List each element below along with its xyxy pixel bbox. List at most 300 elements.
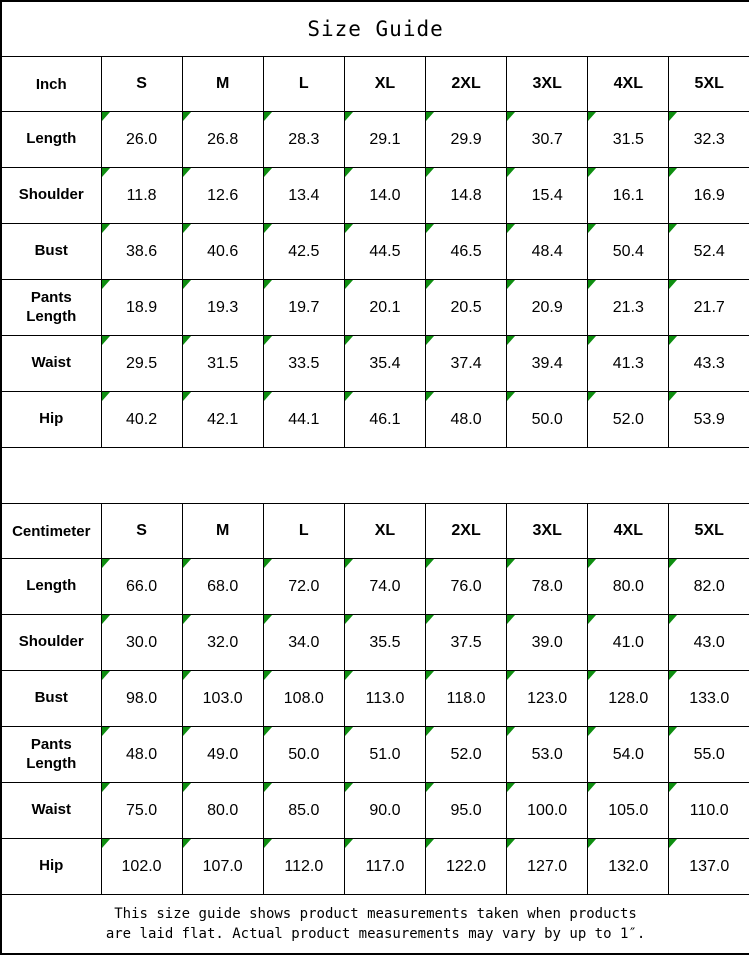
size-value: 51.0: [369, 745, 401, 763]
size-value: 110.0: [689, 801, 729, 819]
green-corner-triangle-icon: [264, 559, 272, 568]
size-value: 113.0: [365, 689, 405, 707]
size-value-cell: [263, 727, 344, 783]
green-corner-triangle-icon: [588, 392, 596, 401]
size-value-cell: [101, 783, 182, 839]
size-value: 11.8: [126, 186, 157, 204]
green-corner-triangle-icon: [183, 727, 191, 736]
green-corner-triangle-icon: [588, 224, 596, 233]
size-value: 72.0: [288, 577, 320, 595]
size-header-row: [1, 504, 749, 559]
size-value: 20.9: [531, 298, 563, 316]
unit-label-cell: Inch: [1, 57, 101, 112]
green-corner-triangle-icon: [345, 727, 353, 736]
size-value-cell: [344, 280, 425, 336]
green-corner-triangle-icon: [507, 727, 515, 736]
size-value-cell: [263, 168, 344, 224]
size-value: 127.0: [527, 857, 568, 875]
size-value: 43.3: [693, 354, 725, 372]
row-label: Pants Length: [1, 727, 101, 783]
size-value: 15.4: [531, 186, 563, 204]
size-value: 52.0: [450, 745, 482, 763]
green-corner-triangle-icon: [669, 392, 677, 401]
spacer-cell: [1, 448, 749, 504]
size-value: 74.0: [369, 577, 401, 595]
size-value: 29.5: [125, 354, 158, 372]
size-value-cell: [669, 839, 749, 895]
size-value: 82.0: [693, 577, 725, 595]
size-value-cell: [507, 168, 588, 224]
size-value-cell: [588, 336, 669, 392]
size-value-cell: [426, 839, 507, 895]
size-value-cell: [426, 280, 507, 336]
size-value: 107.0: [202, 857, 243, 875]
green-corner-triangle-icon: [669, 224, 677, 233]
size-value: 21.3: [612, 298, 644, 316]
green-corner-triangle-icon: [588, 559, 596, 568]
size-value-cell: [588, 783, 669, 839]
size-value-cell: [588, 727, 669, 783]
spacer-row: [1, 448, 749, 504]
size-value-cell: [588, 280, 669, 336]
table-row: [1, 392, 749, 448]
size-value-cell: [263, 615, 344, 671]
table-row: [1, 224, 749, 280]
footer-note: [1, 895, 749, 955]
size-value: 68.0: [207, 577, 239, 595]
green-corner-triangle-icon: [507, 280, 515, 289]
table-row: [1, 559, 749, 615]
size-value-cell: [344, 839, 425, 895]
size-value: 49.0: [207, 745, 239, 763]
size-value: 108.0: [283, 689, 324, 707]
size-value: 34.0: [288, 633, 320, 651]
size-value: 46.5: [450, 242, 482, 260]
green-corner-triangle-icon: [507, 783, 515, 792]
size-value-cell: [426, 392, 507, 448]
green-corner-triangle-icon: [507, 168, 515, 177]
size-value: 50.0: [288, 745, 320, 763]
size-value-cell: [182, 671, 263, 727]
size-header-row: [1, 57, 749, 112]
green-corner-triangle-icon: [183, 783, 191, 792]
size-value: 37.5: [450, 633, 482, 651]
size-value: 26.8: [207, 130, 239, 148]
size-value-cell: [344, 336, 425, 392]
column-header-m: M: [182, 504, 263, 559]
green-corner-triangle-icon: [264, 727, 272, 736]
green-corner-triangle-icon: [264, 839, 272, 848]
size-value: 42.5: [288, 242, 320, 260]
table-body: [1, 1, 749, 954]
size-value: 48.4: [531, 242, 563, 260]
green-corner-triangle-icon: [102, 224, 110, 233]
green-corner-triangle-icon: [588, 336, 596, 345]
size-value-cell: [182, 839, 263, 895]
size-value-cell: [101, 671, 182, 727]
size-value-cell: [588, 224, 669, 280]
size-value: 103.0: [202, 689, 243, 707]
row-label: Hip: [1, 839, 101, 895]
size-value-cell: [344, 168, 425, 224]
green-corner-triangle-icon: [669, 168, 677, 177]
green-corner-triangle-icon: [345, 392, 353, 401]
green-corner-triangle-icon: [102, 336, 110, 345]
size-value-cell: [101, 839, 182, 895]
size-value-cell: [507, 112, 588, 168]
size-value-cell: [263, 392, 344, 448]
size-value-cell: [507, 559, 588, 615]
size-value: 41.0: [612, 633, 644, 651]
row-label: Bust: [1, 671, 101, 727]
green-corner-triangle-icon: [183, 392, 191, 401]
green-corner-triangle-icon: [264, 783, 272, 792]
green-corner-triangle-icon: [669, 280, 677, 289]
green-corner-triangle-icon: [588, 168, 596, 177]
size-value-cell: [426, 168, 507, 224]
size-value: 14.0: [369, 186, 401, 204]
size-value-cell: [182, 280, 263, 336]
size-value: 52.0: [612, 410, 644, 428]
size-value: 29.9: [450, 130, 482, 148]
green-corner-triangle-icon: [264, 615, 272, 624]
size-value: 29.1: [369, 130, 401, 148]
size-value-cell: [182, 112, 263, 168]
green-corner-triangle-icon: [102, 112, 110, 121]
column-header-s: S: [101, 504, 182, 559]
size-value: 44.1: [288, 410, 320, 428]
size-value-cell: [669, 671, 749, 727]
size-value-cell: [426, 336, 507, 392]
green-corner-triangle-icon: [507, 336, 515, 345]
size-value: 31.5: [207, 354, 239, 372]
size-value-cell: [344, 224, 425, 280]
size-value-cell: [344, 783, 425, 839]
table-row: [1, 783, 749, 839]
size-value-cell: [101, 559, 182, 615]
size-value-cell: [669, 168, 749, 224]
size-value-cell: [263, 559, 344, 615]
green-corner-triangle-icon: [264, 671, 272, 680]
size-value-cell: [101, 615, 182, 671]
column-header-3xl: 3XL: [507, 57, 588, 112]
size-value: 44.5: [369, 242, 401, 260]
size-value-cell: [182, 727, 263, 783]
size-value-cell: [344, 559, 425, 615]
size-value: 98.0: [125, 689, 158, 707]
column-header-5xl: 5XL: [669, 504, 749, 559]
column-header-l: L: [263, 57, 344, 112]
size-value-cell: [669, 112, 749, 168]
size-value-cell: [507, 783, 588, 839]
size-value-cell: [344, 615, 425, 671]
size-value-cell: [669, 336, 749, 392]
size-value: 33.5: [288, 354, 320, 372]
size-value: 46.1: [369, 410, 401, 428]
green-corner-triangle-icon: [669, 336, 677, 345]
green-corner-triangle-icon: [183, 224, 191, 233]
size-value: 30.0: [125, 633, 158, 651]
green-corner-triangle-icon: [507, 112, 515, 121]
page-title: Size Guide: [1, 1, 749, 57]
size-value: 112.0: [284, 857, 324, 875]
green-corner-triangle-icon: [264, 280, 272, 289]
green-corner-triangle-icon: [183, 671, 191, 680]
size-value-cell: [263, 336, 344, 392]
size-value: 43.0: [693, 633, 725, 651]
size-value-cell: [426, 112, 507, 168]
unit-label-cell: Centimeter: [1, 504, 101, 559]
size-value-cell: [182, 168, 263, 224]
green-corner-triangle-icon: [264, 112, 272, 121]
green-corner-triangle-icon: [264, 336, 272, 345]
size-value: 40.6: [207, 242, 239, 260]
row-label: Shoulder: [1, 615, 101, 671]
size-value: 18.9: [125, 298, 158, 316]
green-corner-triangle-icon: [507, 392, 515, 401]
row-label: Pants Length: [1, 280, 101, 336]
green-corner-triangle-icon: [426, 783, 434, 792]
green-corner-triangle-icon: [264, 224, 272, 233]
green-corner-triangle-icon: [345, 336, 353, 345]
size-value: 55.0: [693, 745, 725, 763]
size-value-cell: [344, 112, 425, 168]
size-value: 19.3: [207, 298, 239, 316]
green-corner-triangle-icon: [345, 168, 353, 177]
green-corner-triangle-icon: [264, 168, 272, 177]
size-value-cell: [669, 615, 749, 671]
row-label: Length: [1, 559, 101, 615]
size-value: 40.2: [125, 410, 158, 428]
green-corner-triangle-icon: [507, 224, 515, 233]
green-corner-triangle-icon: [345, 280, 353, 289]
green-corner-triangle-icon: [345, 112, 353, 121]
size-value-cell: [182, 392, 263, 448]
size-value: 16.1: [612, 186, 644, 204]
size-value: 90.0: [369, 801, 401, 819]
size-value-cell: [507, 671, 588, 727]
size-value: 48.0: [450, 410, 482, 428]
green-corner-triangle-icon: [102, 671, 110, 680]
size-value: 20.5: [450, 298, 482, 316]
size-value-cell: [669, 224, 749, 280]
green-corner-triangle-icon: [507, 671, 515, 680]
size-value: 78.0: [531, 577, 563, 595]
green-corner-triangle-icon: [345, 671, 353, 680]
size-value: 122.0: [446, 857, 487, 875]
green-corner-triangle-icon: [426, 112, 434, 121]
size-value-cell: [507, 392, 588, 448]
size-value: 32.0: [207, 633, 239, 651]
size-value: 102.0: [121, 857, 162, 875]
size-value-cell: [344, 727, 425, 783]
green-corner-triangle-icon: [183, 280, 191, 289]
size-value: 28.3: [288, 130, 320, 148]
size-value-cell: [669, 559, 749, 615]
size-value-cell: [426, 783, 507, 839]
size-value: 76.0: [450, 577, 482, 595]
size-value-cell: [263, 783, 344, 839]
size-value: 30.7: [531, 130, 563, 148]
column-header-4xl: 4XL: [588, 57, 669, 112]
size-value: 95.0: [450, 801, 482, 819]
green-corner-triangle-icon: [588, 783, 596, 792]
size-value: 42.1: [207, 410, 239, 428]
green-corner-triangle-icon: [183, 168, 191, 177]
size-value: 123.0: [527, 689, 568, 707]
size-value-cell: [588, 112, 669, 168]
green-corner-triangle-icon: [588, 671, 596, 680]
green-corner-triangle-icon: [426, 224, 434, 233]
green-corner-triangle-icon: [345, 839, 353, 848]
size-value: 105.0: [608, 801, 649, 819]
footer-line-1: This size guide shows product measurements taken when products: [114, 905, 637, 922]
green-corner-triangle-icon: [183, 839, 191, 848]
green-corner-triangle-icon: [588, 112, 596, 121]
table-row: [1, 839, 749, 895]
size-value-cell: [101, 224, 182, 280]
green-corner-triangle-icon: [669, 783, 677, 792]
green-corner-triangle-icon: [588, 280, 596, 289]
column-header-2xl: 2XL: [426, 504, 507, 559]
size-value-cell: [588, 168, 669, 224]
green-corner-triangle-icon: [588, 839, 596, 848]
size-value: 80.0: [207, 801, 239, 819]
size-value: 50.0: [531, 410, 563, 428]
column-header-xl: XL: [344, 57, 425, 112]
column-header-s: S: [101, 57, 182, 112]
size-value-cell: [588, 559, 669, 615]
size-value: 37.4: [450, 354, 482, 372]
size-value: 12.6: [207, 186, 239, 204]
green-corner-triangle-icon: [102, 280, 110, 289]
size-value-cell: [669, 280, 749, 336]
green-corner-triangle-icon: [669, 839, 677, 848]
size-value-cell: [182, 224, 263, 280]
table-row: [1, 280, 749, 336]
size-value-cell: [344, 671, 425, 727]
green-corner-triangle-icon: [426, 336, 434, 345]
green-corner-triangle-icon: [588, 727, 596, 736]
green-corner-triangle-icon: [426, 280, 434, 289]
size-value: 54.0: [612, 745, 644, 763]
green-corner-triangle-icon: [426, 559, 434, 568]
size-value-cell: [426, 671, 507, 727]
green-corner-triangle-icon: [102, 783, 110, 792]
size-value: 16.9: [693, 186, 725, 204]
green-corner-triangle-icon: [426, 615, 434, 624]
green-corner-triangle-icon: [507, 615, 515, 624]
size-value-cell: [669, 727, 749, 783]
size-value-cell: [588, 671, 669, 727]
size-value: 19.7: [288, 298, 320, 316]
green-corner-triangle-icon: [102, 615, 110, 624]
column-header-xl: XL: [344, 504, 425, 559]
row-label: Shoulder: [1, 168, 101, 224]
size-value-cell: [426, 224, 507, 280]
green-corner-triangle-icon: [102, 839, 110, 848]
size-value: 35.4: [369, 354, 401, 372]
size-value: 118.0: [446, 689, 486, 707]
green-corner-triangle-icon: [426, 671, 434, 680]
size-value: 52.4: [693, 242, 725, 260]
size-value: 50.4: [612, 242, 644, 260]
size-value-cell: [263, 839, 344, 895]
size-value-cell: [669, 392, 749, 448]
green-corner-triangle-icon: [507, 839, 515, 848]
green-corner-triangle-icon: [669, 112, 677, 121]
size-value: 39.0: [531, 633, 563, 651]
size-value-cell: [182, 615, 263, 671]
green-corner-triangle-icon: [426, 839, 434, 848]
size-value: 26.0: [125, 130, 158, 148]
size-value-cell: [507, 224, 588, 280]
size-value-cell: [263, 671, 344, 727]
row-label: Waist: [1, 783, 101, 839]
title-row: [1, 1, 749, 57]
green-corner-triangle-icon: [669, 727, 677, 736]
green-corner-triangle-icon: [102, 727, 110, 736]
table-row: [1, 727, 749, 783]
green-corner-triangle-icon: [426, 392, 434, 401]
size-value-cell: [426, 727, 507, 783]
size-value: 21.7: [693, 298, 725, 316]
size-value-cell: [669, 783, 749, 839]
size-value: 80.0: [612, 577, 644, 595]
green-corner-triangle-icon: [507, 559, 515, 568]
size-value-cell: [588, 392, 669, 448]
green-corner-triangle-icon: [669, 615, 677, 624]
size-value: 85.0: [288, 801, 320, 819]
table-row: [1, 671, 749, 727]
green-corner-triangle-icon: [183, 559, 191, 568]
size-value: 38.6: [125, 242, 158, 260]
size-value-cell: [101, 112, 182, 168]
size-value-cell: [101, 336, 182, 392]
size-value-cell: [426, 615, 507, 671]
green-corner-triangle-icon: [345, 783, 353, 792]
size-value: 32.3: [693, 130, 725, 148]
size-value: 132.0: [608, 857, 649, 875]
row-label: Waist: [1, 336, 101, 392]
size-value-cell: [507, 615, 588, 671]
green-corner-triangle-icon: [264, 392, 272, 401]
size-value: 66.0: [125, 577, 158, 595]
table-row: [1, 336, 749, 392]
green-corner-triangle-icon: [102, 559, 110, 568]
column-header-4xl: 4XL: [588, 504, 669, 559]
green-corner-triangle-icon: [345, 615, 353, 624]
size-value-cell: [588, 615, 669, 671]
size-value-cell: [507, 727, 588, 783]
green-corner-triangle-icon: [669, 671, 677, 680]
size-value: 48.0: [125, 745, 158, 763]
green-corner-triangle-icon: [426, 727, 434, 736]
footer-line-2: are laid flat. Actual product measurements may vary by up to 1″.: [105, 926, 646, 942]
column-header-5xl: 5XL: [669, 57, 749, 112]
green-corner-triangle-icon: [183, 336, 191, 345]
size-value-cell: [182, 783, 263, 839]
size-value-cell: [101, 168, 182, 224]
size-value: 137.0: [689, 857, 730, 875]
size-value-cell: [588, 839, 669, 895]
size-value: 31.5: [612, 130, 644, 148]
green-corner-triangle-icon: [426, 168, 434, 177]
size-value: 100.0: [527, 801, 568, 819]
footer-row: [1, 895, 749, 955]
size-value-cell: [507, 280, 588, 336]
green-corner-triangle-icon: [102, 392, 110, 401]
